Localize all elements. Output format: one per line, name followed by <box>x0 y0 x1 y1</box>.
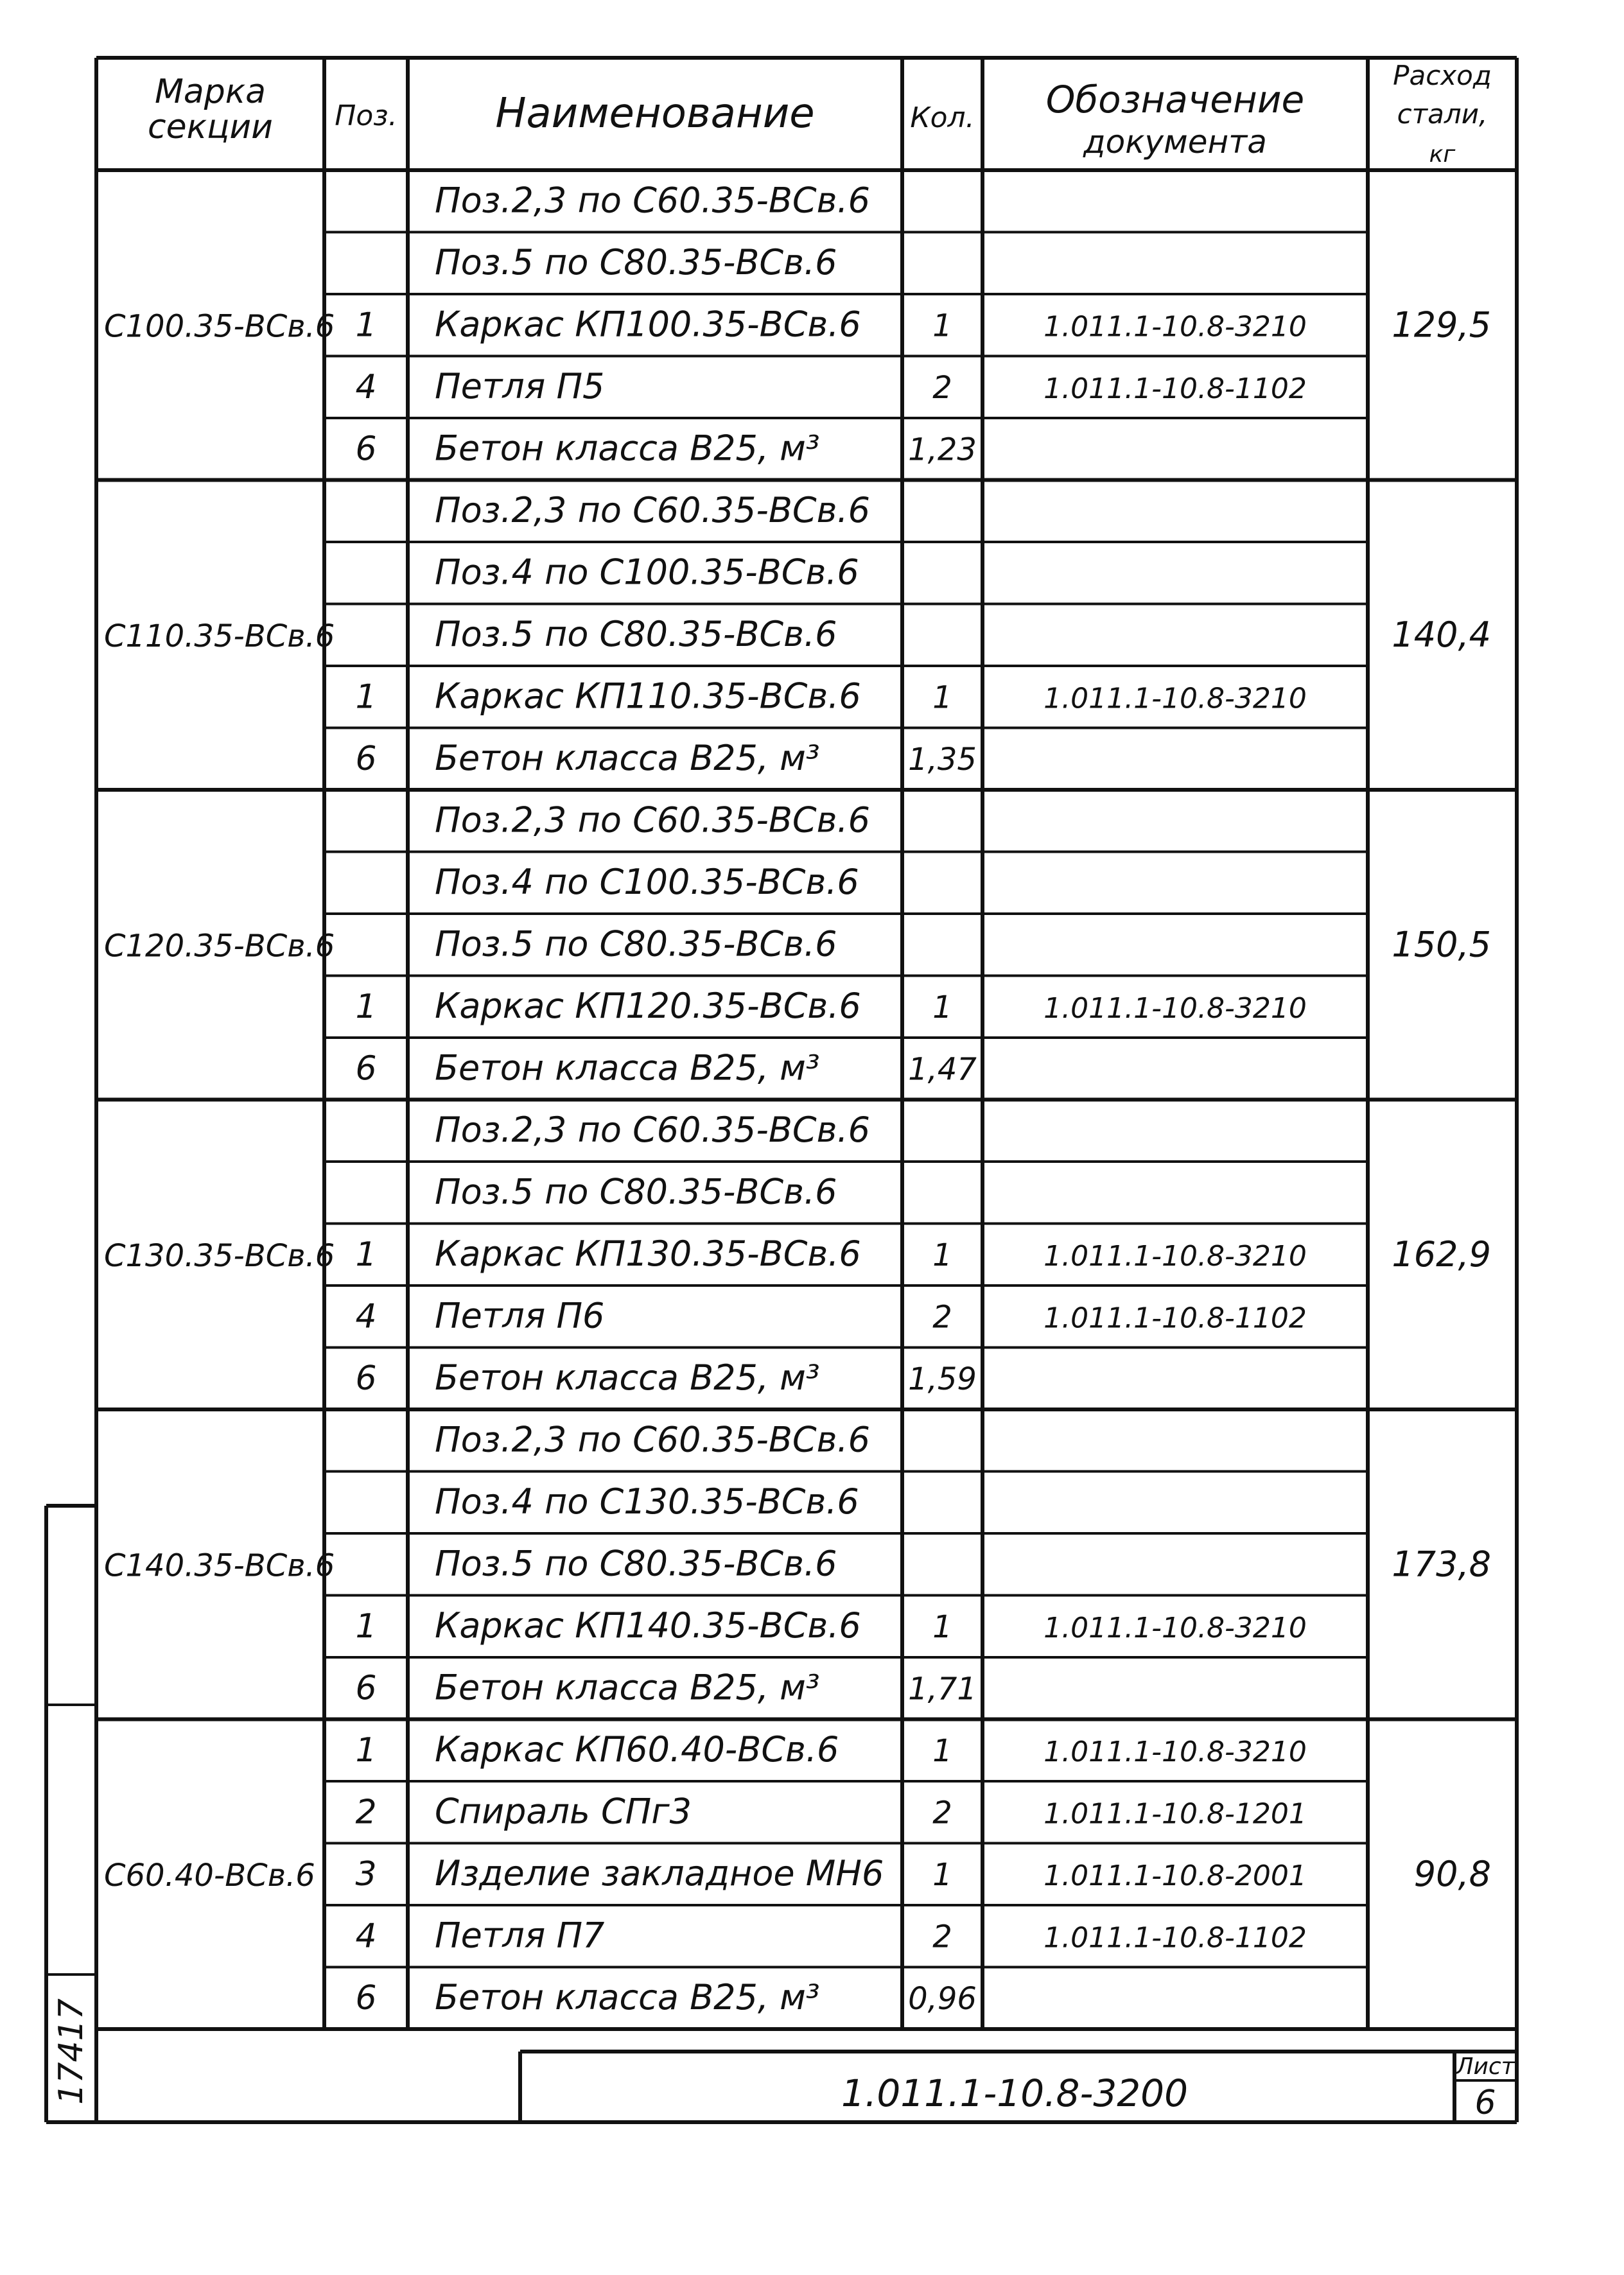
row-name: Поз.4 по С100.35-ВСв.6 <box>435 552 859 593</box>
row-doc: 1.011.1-10.8-3210 <box>1043 682 1307 715</box>
row-qty: 0,96 <box>908 1981 977 2018</box>
row-name: Каркас КП110.35-ВСв.6 <box>435 676 861 717</box>
section-mark: С60.40-ВСв.6 <box>104 1857 315 1894</box>
row-name: Петля П5 <box>435 366 605 407</box>
section-steel: 140,4 <box>1392 614 1491 655</box>
row-doc: 1.011.1-10.8-1102 <box>1043 1302 1307 1335</box>
row-name: Поз.2,3 по С60.35-ВСв.6 <box>435 799 870 841</box>
section-steel: 150,5 <box>1392 924 1491 965</box>
table-row <box>355 366 1306 406</box>
row-doc: 1.011.1-10.8-3210 <box>1043 310 1307 344</box>
section-steel: 129,5 <box>1392 304 1491 345</box>
table-row <box>355 1791 1306 1832</box>
row-name: Бетон класса В25, м³ <box>435 1977 820 2018</box>
section-mark: С130.35-ВСв.6 <box>104 1237 335 1274</box>
row-qty: 1,59 <box>908 1361 977 1398</box>
table-row <box>435 1544 837 1584</box>
row-name: Поз.5 по С80.35-ВСв.6 <box>435 1171 837 1212</box>
table-row <box>355 1233 1306 1274</box>
section-group <box>104 1729 1491 2018</box>
row-doc: 1.011.1-10.8-3210 <box>1043 1736 1307 1769</box>
table-row <box>435 862 859 902</box>
row-name: Поз.5 по С80.35-ВСв.6 <box>435 1543 837 1584</box>
side-inventory-number: 17417 <box>52 1998 91 2105</box>
section-mark: С110.35-ВСв.6 <box>104 618 335 654</box>
section-mark: С120.35-ВСв.6 <box>104 928 335 964</box>
row-pos: 4 <box>355 368 377 407</box>
row-qty: 1,47 <box>908 1051 977 1088</box>
section-group <box>104 800 1491 1088</box>
table-row <box>435 490 870 530</box>
header-steel: кг <box>1429 141 1456 168</box>
header-pos: Поз. <box>335 100 397 132</box>
table-row <box>355 1605 1306 1646</box>
row-name: Каркас КП100.35-ВСв.6 <box>435 304 861 345</box>
row-pos: 1 <box>355 1607 377 1646</box>
table-row <box>355 304 1306 345</box>
row-pos: 6 <box>355 1979 377 2018</box>
row-qty: 2 <box>932 1919 952 1955</box>
row-name: Поз.2,3 по С60.35-ВСв.6 <box>435 1110 870 1151</box>
table-row <box>355 1915 1306 1956</box>
row-doc: 1.011.1-10.8-1102 <box>1043 1921 1307 1955</box>
row-name: Каркас КП60.40-ВСв.6 <box>435 1729 839 1770</box>
table-row <box>435 924 837 964</box>
table-row <box>355 676 1306 717</box>
row-name: Каркас КП130.35-ВСв.6 <box>435 1233 861 1275</box>
document-designation: 1.011.1-10.8-3200 <box>841 2071 1188 2115</box>
table-row <box>435 242 837 283</box>
table-row <box>435 552 859 593</box>
section-steel: 90,8 <box>1413 1853 1491 1894</box>
row-pos: 1 <box>355 1731 377 1770</box>
row-pos: 6 <box>355 430 377 469</box>
table-row <box>355 1977 976 2018</box>
row-doc: 1.011.1-10.8-3210 <box>1043 1612 1307 1645</box>
row-qty: 1 <box>932 1733 952 1770</box>
row-qty: 1 <box>932 308 952 344</box>
row-doc: 1.011.1-10.8-3210 <box>1043 1240 1307 1273</box>
sheet-number: 6 <box>1474 2084 1496 2122</box>
header-doc: Обозначение <box>1045 78 1305 121</box>
sheet-label: Лист <box>1456 2053 1515 2080</box>
row-doc: 1.011.1-10.8-1102 <box>1043 372 1307 406</box>
table-row <box>435 1420 870 1460</box>
table-row <box>355 428 976 469</box>
row-name: Петля П7 <box>435 1915 605 1956</box>
row-name: Бетон класса В25, м³ <box>435 428 820 469</box>
section-group <box>104 1110 1491 1398</box>
table-row <box>435 1481 859 1522</box>
row-qty: 2 <box>932 370 952 406</box>
row-name: Каркас КП140.35-ВСв.6 <box>435 1605 861 1646</box>
section-group <box>104 490 1491 778</box>
table-row <box>435 1172 837 1212</box>
table-row <box>355 1296 1306 1336</box>
section-group <box>104 180 1491 469</box>
row-qty: 1,71 <box>908 1671 977 1707</box>
row-pos: 1 <box>355 306 377 345</box>
table-row <box>435 800 870 841</box>
row-name: Бетон класса В25, м³ <box>435 1357 820 1399</box>
table-row <box>435 180 870 221</box>
row-qty: 1 <box>932 1609 952 1646</box>
section-steel: 162,9 <box>1392 1233 1491 1275</box>
row-name: Каркас КП120.35-ВСв.6 <box>435 986 861 1027</box>
table-row <box>355 1357 976 1398</box>
row-name: Изделие закладное МН6 <box>435 1853 884 1894</box>
header-doc: документа <box>1083 123 1267 161</box>
row-pos: 1 <box>355 677 377 717</box>
row-name: Бетон класса В25, м³ <box>435 738 820 779</box>
row-name: Петля П6 <box>435 1295 605 1336</box>
row-name: Поз.5 по С80.35-ВСв.6 <box>435 614 837 655</box>
row-doc: 1.011.1-10.8-2001 <box>1043 1860 1307 1893</box>
header-name: Наименование <box>495 90 815 137</box>
section-group <box>104 1420 1491 1708</box>
row-qty: 1,23 <box>908 431 977 468</box>
table-row <box>435 614 837 654</box>
row-pos: 6 <box>355 740 377 779</box>
row-name: Поз.5 по С80.35-ВСв.6 <box>435 242 837 283</box>
row-name: Поз.5 по С80.35-ВСв.6 <box>435 923 837 964</box>
row-pos: 4 <box>355 1917 377 1956</box>
table-row <box>355 738 976 778</box>
row-pos: 2 <box>355 1793 377 1832</box>
row-qty: 1,35 <box>908 742 977 778</box>
header-mark: Марка <box>154 73 266 111</box>
table-row <box>355 986 1306 1026</box>
row-qty: 1 <box>932 1857 952 1894</box>
row-name: Бетон класса В25, м³ <box>435 1047 820 1088</box>
section-mark: С100.35-ВСв.6 <box>104 308 335 345</box>
row-name: Поз.2,3 по С60.35-ВСв.6 <box>435 1419 870 1460</box>
row-pos: 6 <box>355 1669 377 1708</box>
table-row <box>355 1729 1306 1770</box>
header-qty: Кол. <box>910 101 975 134</box>
table-row <box>355 1668 976 1708</box>
section-mark: С140.35-ВСв.6 <box>104 1547 335 1584</box>
row-name: Поз.4 по С130.35-ВСв.6 <box>435 1481 859 1522</box>
row-name: Спираль СПг3 <box>435 1791 692 1832</box>
row-qty: 1 <box>932 679 952 716</box>
table-header <box>148 60 1492 168</box>
row-name: Поз.4 по С100.35-ВСв.6 <box>435 862 859 903</box>
row-qty: 2 <box>932 1299 952 1336</box>
section-steel: 173,8 <box>1392 1544 1491 1585</box>
header-steel: Расход <box>1393 60 1492 91</box>
row-pos: 4 <box>355 1297 377 1336</box>
row-name: Бетон класса В25, м³ <box>435 1667 820 1708</box>
table-row <box>355 1853 1306 1894</box>
row-qty: 1 <box>932 989 952 1026</box>
row-qty: 1 <box>932 1237 952 1274</box>
row-name: Поз.2,3 по С60.35-ВСв.6 <box>435 490 870 531</box>
row-pos: 1 <box>355 1235 377 1275</box>
header-mark: секции <box>148 108 273 146</box>
row-pos: 1 <box>355 988 377 1027</box>
row-pos: 3 <box>355 1855 377 1894</box>
table-row <box>355 1048 977 1088</box>
row-doc: 1.011.1-10.8-1201 <box>1043 1797 1307 1831</box>
table-row <box>435 1110 870 1150</box>
row-name: Поз.2,3 по С60.35-ВСв.6 <box>435 180 870 221</box>
row-pos: 6 <box>355 1359 377 1399</box>
row-doc: 1.011.1-10.8-3210 <box>1043 992 1307 1025</box>
row-qty: 2 <box>932 1795 952 1831</box>
header-steel: стали, <box>1397 98 1488 130</box>
row-pos: 6 <box>355 1049 377 1088</box>
